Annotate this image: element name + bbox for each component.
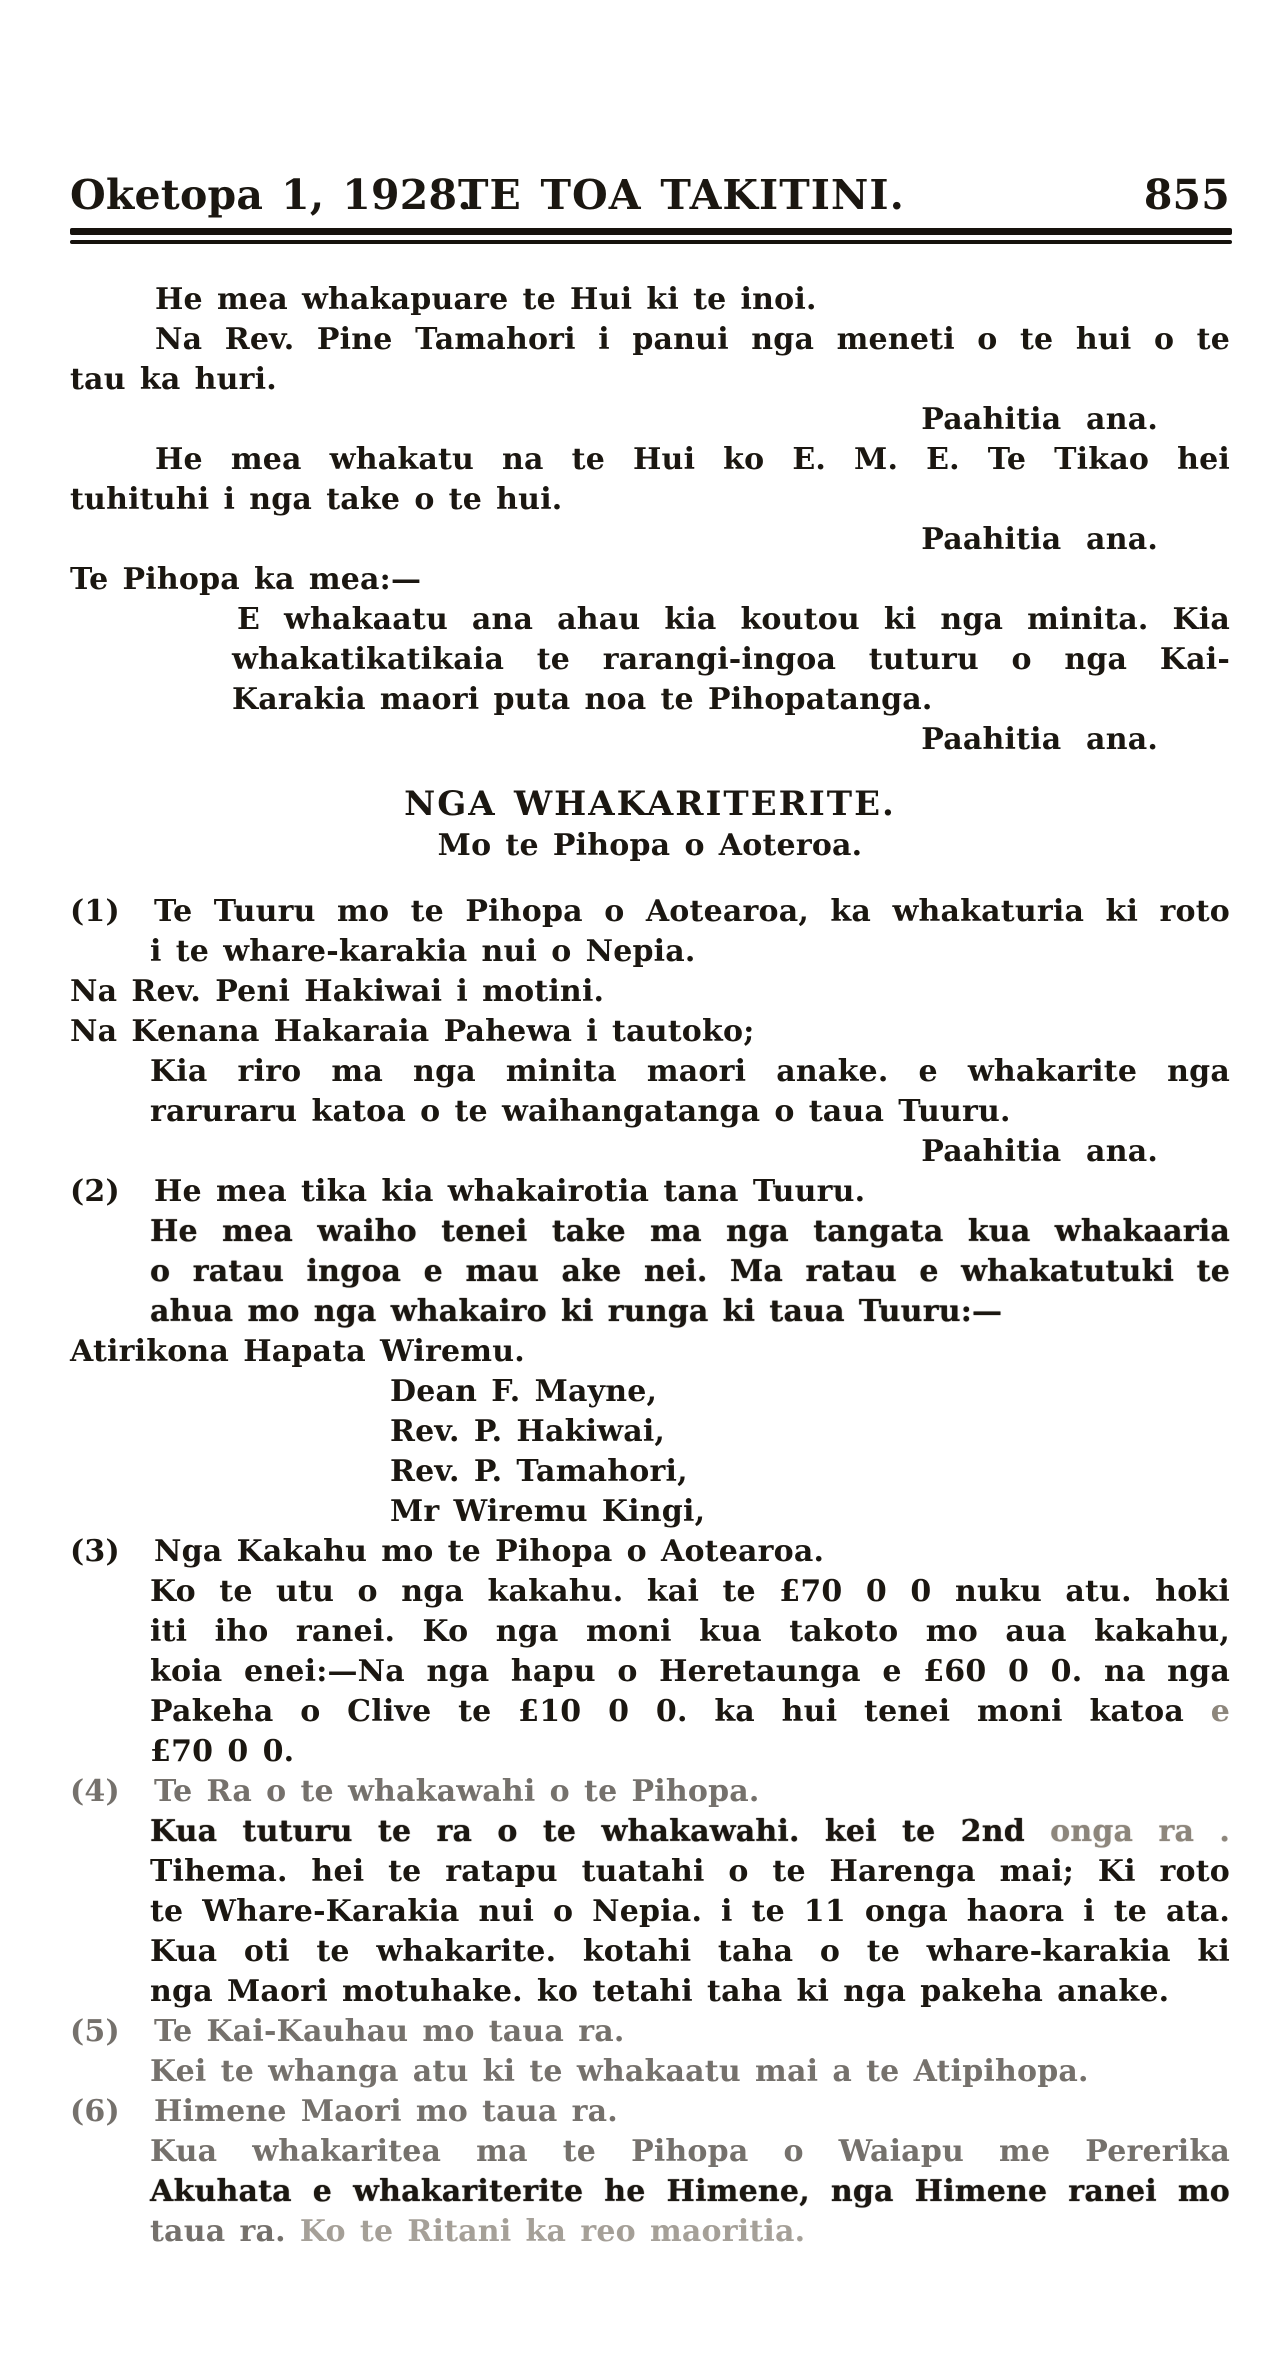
numbered-item xyxy=(70,2012,1230,2052)
line-text: nga Maori motuhake. ko tetahi taha ki nga pakeha anake. xyxy=(150,1974,1170,2009)
numbered-item xyxy=(70,1772,1230,1812)
numbered-item xyxy=(70,1172,1230,1212)
line-text: NGA WHAKARITERITE. xyxy=(404,784,896,824)
line-text: £70 0 0. xyxy=(150,1734,295,1769)
faded-print: Ko te Ritani ka reo maoritia. xyxy=(285,2214,806,2249)
line-text: Kua oti te whakarite. kotahi taha o te whare-karakia ki xyxy=(150,1934,1230,1969)
body-line xyxy=(70,1932,1230,1972)
body-line xyxy=(70,2132,1230,2172)
line-text: taua ra. xyxy=(150,2214,286,2249)
quote-line xyxy=(70,600,1230,640)
faded-print: e xyxy=(1183,1694,1230,1729)
body-line xyxy=(70,2172,1230,2212)
item-text-main: Himene Maori mo taua ra. xyxy=(154,2094,618,2129)
item-marker: (2) xyxy=(70,1174,120,1209)
line-text: Karakia maori puta noa te Pihopatanga. xyxy=(232,682,933,717)
numbered-item xyxy=(70,2092,1230,2132)
signatory-name xyxy=(70,1492,1230,1532)
line-text: E whakaatu ana ahau kia koutou ki nga minita. Kia xyxy=(237,602,1230,637)
line-text: ahua mo nga whakairo ki runga ki taua Tuuru:— xyxy=(150,1294,1003,1329)
line-text: Paahitia ana. xyxy=(921,722,1158,757)
item-text-main: Nga Kakahu mo te Pihopa o Aotearoa. xyxy=(154,1534,825,1569)
issue-date: Oketopa 1, 1928. xyxy=(70,171,472,219)
line-text: tuhituhi i nga take o te hui. xyxy=(70,482,563,517)
quote-line xyxy=(70,640,1230,680)
item-text xyxy=(154,1772,1230,1812)
line-text: Dean F. Mayne, xyxy=(390,1374,658,1409)
speaker-line xyxy=(70,972,1230,1012)
line-text: Na Rev. Peni Hakiwai i motini. xyxy=(70,974,605,1009)
resolution-passed-line xyxy=(70,1132,1230,1172)
faded-print: onga ra . xyxy=(1024,1814,1230,1849)
body-line xyxy=(70,1732,1230,1772)
line-text: He mea whakatu na te Hui ko E. M. E. Te Tikao hei xyxy=(155,442,1230,477)
signatory-name xyxy=(70,1452,1230,1492)
line-text: Akuhata e whakariterite he Himene, nga Himene ranei mo xyxy=(150,2174,1230,2209)
item-text-main: Te Tuuru mo te Pihopa o Aotearoa, ka whakaturia ki roto xyxy=(154,894,1230,929)
line-text: Atirikona Hapata Wiremu. xyxy=(70,1334,525,1369)
masthead-title: TE TOA TAKITINI. xyxy=(458,171,905,219)
body-line xyxy=(70,1692,1230,1732)
line-text: He mea whakapuare te Hui ki te inoi. xyxy=(155,282,817,317)
line-text: Kia riro ma nga minita maori anake. e whakarite nga xyxy=(150,1054,1230,1089)
item-marker: (3) xyxy=(70,1534,120,1569)
signatory-name xyxy=(70,1412,1230,1452)
speaker-line xyxy=(70,1332,1230,1372)
item-marker: (6) xyxy=(70,2094,120,2129)
signatory-name xyxy=(70,1372,1230,1412)
item-marker: (1) xyxy=(70,894,120,929)
resolution-passed-line xyxy=(70,400,1230,440)
item-text xyxy=(154,1532,1230,1572)
line-text: koia enei:—Na nga hapu o Heretaunga e £60 0 0. na nga xyxy=(150,1654,1230,1689)
body-line xyxy=(70,1612,1230,1652)
body-line xyxy=(70,1852,1230,1892)
line-text: i te whare-karakia nui o Nepia. xyxy=(150,934,696,969)
line-text: Mr Wiremu Kingi, xyxy=(390,1494,706,1529)
line-text: Paahitia ana. xyxy=(921,402,1158,437)
item-text xyxy=(154,2092,1230,2132)
quote-line xyxy=(70,680,1230,720)
header-rule xyxy=(70,228,1232,244)
paragraph-line xyxy=(70,360,1230,400)
item-text-main: He mea tika kia whakairotia tana Tuuru. xyxy=(154,1174,866,1209)
line-text: Ko te utu o nga kakahu. kai te £70 0 0 nuku atu. hoki xyxy=(150,1574,1230,1609)
line-text: Paahitia ana. xyxy=(921,1134,1158,1169)
line-text: Kua whakaritea ma te Pihopa o Waiapu me Pererika xyxy=(150,2134,1230,2169)
item-text-main: Te Kai-Kauhau mo taua ra. xyxy=(154,2014,625,2049)
line-text: He mea waiho tenei take ma nga tangata kua whakaaria xyxy=(150,1214,1230,1249)
item-text xyxy=(154,1172,1230,1212)
page-number: 855 xyxy=(1143,171,1230,219)
paragraph-line xyxy=(70,280,1230,320)
body-line xyxy=(70,1092,1230,1132)
item-marker: (5) xyxy=(70,2014,120,2049)
resolution-passed-line xyxy=(70,520,1230,560)
body-line xyxy=(70,1212,1230,1252)
numbered-item xyxy=(70,1532,1230,1572)
line-text: raruraru katoa o te waihangatanga o taua Tuuru. xyxy=(150,1094,1011,1129)
body-line xyxy=(70,932,1230,972)
body-line xyxy=(70,2052,1230,2092)
line-text: tau ka huri. xyxy=(70,362,277,397)
body-line xyxy=(70,1252,1230,1292)
item-marker: (4) xyxy=(70,1774,120,1809)
body-line xyxy=(70,1892,1230,1932)
speaker-line xyxy=(70,560,1230,600)
body-line xyxy=(70,1572,1230,1612)
line-text: Pakeha o Clive te £10 0 0. ka hui tenei moni katoa xyxy=(150,1694,1184,1729)
body-line xyxy=(70,1292,1230,1332)
line-text: Kua tuturu te ra o te whakawahi. kei te 2nd xyxy=(150,1814,1025,1849)
body-line xyxy=(70,1652,1230,1692)
line-text: Te Pihopa ka mea:— xyxy=(70,562,422,597)
line-text: Na Kenana Hakaraia Pahewa i tautoko; xyxy=(70,1014,755,1049)
body-line xyxy=(70,1052,1230,1092)
line-text: Paahitia ana. xyxy=(921,522,1158,557)
line-text: iti iho ranei. Ko nga moni kua takoto mo aua kakahu, xyxy=(150,1614,1230,1649)
speaker-line xyxy=(70,1012,1230,1052)
section-subheading xyxy=(70,826,1230,866)
item-text xyxy=(154,892,1230,932)
paragraph-line xyxy=(70,480,1230,520)
numbered-item xyxy=(70,892,1230,932)
resolution-passed-line xyxy=(70,720,1230,760)
item-text-main: Te Ra o te whakawahi o te Pihopa. xyxy=(154,1774,760,1809)
line-text: whakatikatikaia te rarangi-ingoa tuturu o nga Kai- xyxy=(232,642,1230,677)
paragraph-line xyxy=(70,320,1230,360)
line-text: Tihema. hei te ratapu tuatahi o te Harenga mai; Ki roto xyxy=(150,1854,1230,1889)
line-text: Na Rev. Pine Tamahori i panui nga meneti o te hui o te xyxy=(155,322,1230,357)
line-text: Mo te Pihopa o Aoteroa. xyxy=(437,828,863,863)
paragraph-line xyxy=(70,440,1230,480)
item-text xyxy=(154,2012,1230,2052)
line-text: Kei te whanga atu ki te whakaatu mai a te Atipihopa. xyxy=(150,2054,1089,2089)
body-line xyxy=(70,1972,1230,2012)
body-line xyxy=(70,1812,1230,1852)
line-text: Rev. P. Hakiwai, xyxy=(390,1414,666,1449)
body-line xyxy=(70,2212,1230,2252)
article-body xyxy=(70,280,1230,2252)
header-rule-thick xyxy=(70,228,1232,235)
section-heading xyxy=(70,784,1230,824)
page-header xyxy=(70,168,1230,222)
line-text: Rev. P. Tamahori, xyxy=(390,1454,688,1489)
line-text: o ratau ingoa e mau ake nei. Ma ratau e whakatutuki te xyxy=(150,1254,1230,1289)
header-rule-thin xyxy=(70,240,1232,244)
line-text: te Whare-Karakia nui o Nepia. i te 11 onga haora i te ata. xyxy=(150,1894,1230,1929)
